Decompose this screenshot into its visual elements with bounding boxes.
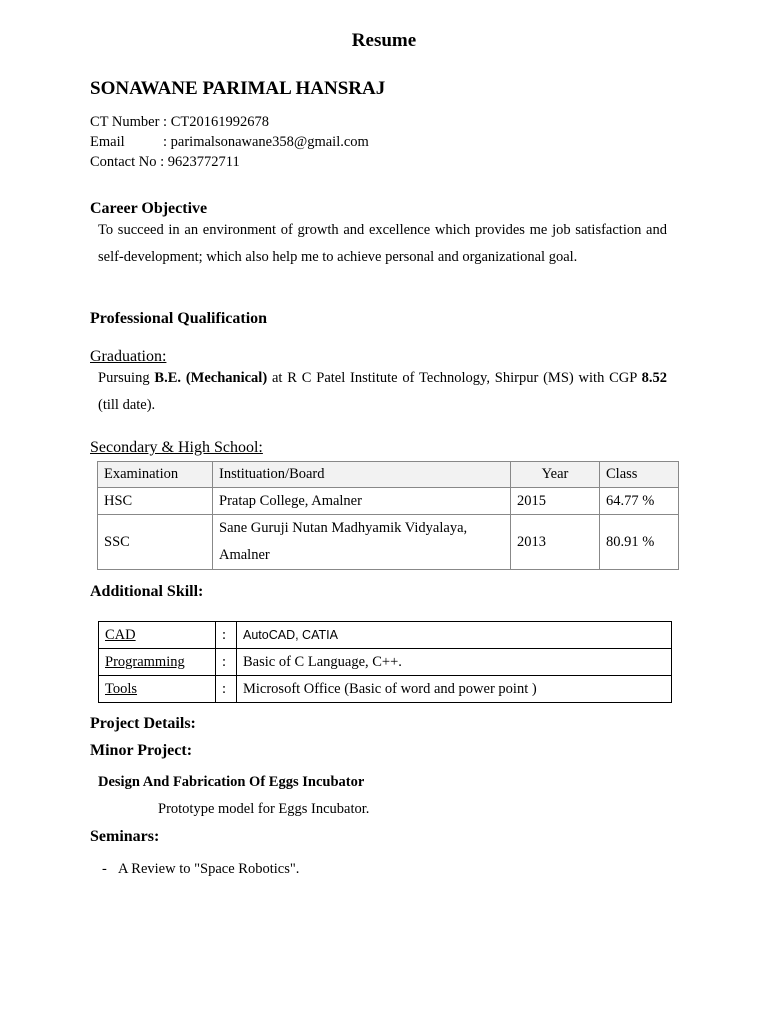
cell-institution: Sane Guruji Nutan Madhyamik Vidyalaya, Amalner — [213, 515, 511, 570]
seminar-list-item — [102, 861, 299, 878]
cell-institution: Pratap College, Amalner — [213, 488, 511, 515]
professional-qualification-heading: Professional Qualification — [90, 310, 268, 327]
skill-name: CAD — [99, 622, 216, 649]
email-label: Email — [90, 134, 125, 150]
graduation-label: Graduation: — [90, 348, 167, 365]
career-objective-heading: Career Objective — [90, 200, 208, 217]
skill-name: Tools — [99, 676, 216, 703]
school-table — [97, 461, 679, 570]
ct-number-label: CT Number : — [90, 114, 168, 130]
cell-exam: HSC — [98, 488, 213, 515]
graduation-text — [98, 365, 667, 419]
cell-class: 64.77 % — [600, 488, 679, 515]
ct-number-line — [90, 112, 369, 132]
email-line — [90, 132, 369, 152]
cell-year: 2013 — [511, 515, 600, 570]
table-row — [99, 622, 672, 649]
skills-table — [98, 621, 672, 703]
table-row — [99, 649, 672, 676]
col-institution: Instituation/Board — [213, 462, 511, 488]
table-row — [99, 676, 672, 703]
minor-project-title: Design And Fabrication Of Eggs Incubator — [98, 774, 365, 790]
ct-number-value: CT20161992678 — [170, 114, 269, 130]
skill-value: AutoCAD, CATIA — [237, 622, 672, 649]
career-objective-text: To succeed in an environment of growth and excellence which provides me job satisfaction and self-development; which also help me to achieve personal and organizational goal. — [98, 222, 667, 265]
bullet-dash: - — [102, 861, 107, 877]
minor-project-heading: Minor Project: — [90, 742, 193, 759]
grad-post: (till date). — [98, 397, 156, 413]
email-value: : parimalsonawane358@gmail.com — [163, 134, 369, 150]
phone-value: 9623772711 — [167, 154, 240, 170]
school-table-header — [98, 462, 679, 488]
skill-colon: : — [216, 649, 237, 676]
grad-degree: B.E. (Mechanical) — [154, 370, 268, 386]
seminars-heading: Seminars: — [90, 828, 160, 845]
col-year: Year — [511, 462, 600, 488]
skill-value: Microsoft Office (Basic of word and power point ) — [237, 676, 672, 703]
grad-pre: Pursuing — [98, 370, 150, 386]
grad-cgpa: 8.52 — [641, 370, 668, 386]
skill-colon: : — [216, 676, 237, 703]
contact-block — [90, 112, 369, 172]
table-row — [98, 488, 679, 515]
cell-exam: SSC — [98, 515, 213, 570]
col-examination: Examination — [98, 462, 213, 488]
skill-value: Basic of C Language, C++. — [237, 649, 672, 676]
phone-label: Contact No : — [90, 154, 165, 170]
candidate-name: SONAWANE PARIMAL HANSRAJ — [90, 78, 386, 99]
project-details-heading: Project Details: — [90, 715, 196, 732]
cell-year: 2015 — [511, 488, 600, 515]
grad-institute: at R C Patel Institute of Technology, Shirpur (MS) with CGP — [271, 370, 637, 386]
additional-skill-heading: Additional Skill: — [90, 583, 204, 600]
seminar-title: A Review to "Space Robotics". — [118, 861, 300, 877]
col-class: Class — [600, 462, 679, 488]
cell-class: 80.91 % — [600, 515, 679, 570]
phone-line — [90, 152, 369, 172]
document-title: Resume — [351, 30, 417, 51]
table-row — [98, 515, 679, 570]
school-label: Secondary & High School: — [90, 439, 263, 456]
skill-colon: : — [216, 622, 237, 649]
minor-project-description: Prototype model for Eggs Incubator. — [158, 801, 370, 817]
skill-name: Programming — [99, 649, 216, 676]
